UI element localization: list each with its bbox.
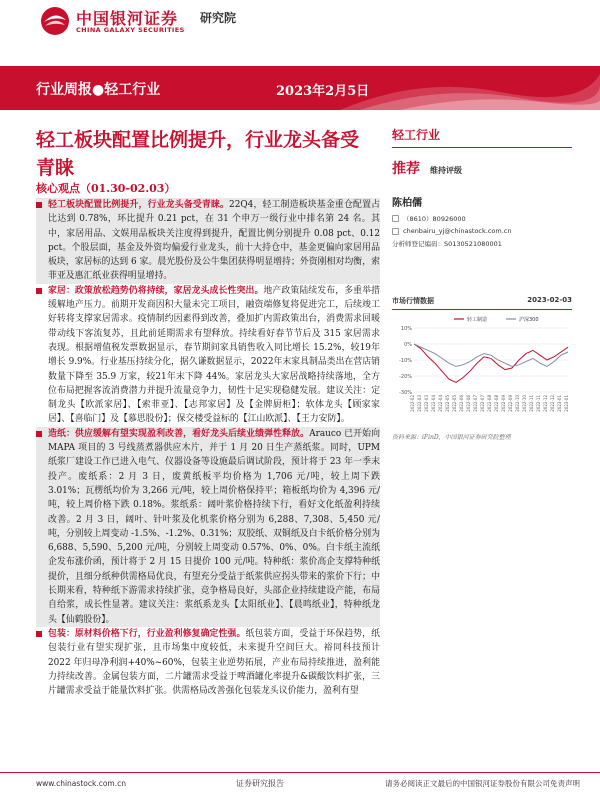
mail-icon [392, 228, 399, 235]
report-banner [0, 66, 600, 110]
paragraph-lead: 包装：原材料价格下行，行业盈利修复确定性强。 [48, 628, 246, 639]
x-tick-label: 2022-11 [529, 395, 534, 412]
legend-label: 轻工制造 [467, 317, 488, 323]
bullet-square-icon [36, 431, 42, 437]
divider [392, 147, 572, 148]
analyst-email[interactable] [392, 227, 511, 235]
y-tick-label: 0% [404, 342, 412, 348]
x-tick-label: 2023-01 [557, 395, 562, 412]
x-tick-label: 2022-04 [431, 395, 436, 412]
x-tick-label: 2022-10 [515, 395, 520, 412]
footer-label: 证券研究报告 [236, 779, 284, 788]
brand-name: 中国银河证券 [76, 9, 179, 28]
divider [392, 309, 572, 310]
market-header [392, 296, 572, 306]
bullet-square-icon [36, 202, 42, 208]
y-tick-label: -30% [399, 390, 412, 396]
paragraph-home [36, 284, 380, 427]
email-text[interactable]: chenbairu_yj@chinastock.com.cn [403, 227, 512, 235]
rating-note: 维持评级 [430, 165, 462, 175]
page-footer [0, 772, 600, 794]
industry-label: 轻工行业 [392, 128, 441, 142]
paragraph-lead: 轻工板块配置比例提升，行业龙头备受青睐。 [48, 200, 230, 210]
x-tick-label: 2022-08 [494, 395, 499, 412]
y-tick-label: -10% [399, 358, 412, 364]
y-tick-label: 10% [400, 326, 412, 332]
footer-disclaimer: 请务必阅读正文最后的中国银河证券股份有限公司免责声明 [385, 779, 580, 788]
chart-source: 资料来源：iFinD，中国银河证券研究院整理 [392, 434, 511, 441]
x-tick-label: 2022-07 [480, 395, 485, 412]
market-title: 市场行情数据 [392, 297, 434, 305]
series-line-2 [414, 344, 568, 366]
x-tick-label: 2022-06 [466, 395, 471, 412]
report-title: 轻工板块配置比例提升，行业龙头备受青睐 [36, 129, 360, 179]
x-tick-label: 2022-03 [424, 395, 429, 412]
report-type: 行业周报●轻工行业 [36, 82, 161, 98]
analyst-cert [392, 239, 502, 248]
galaxy-logo-icon [40, 6, 70, 36]
series-line-1 [414, 344, 568, 382]
bullet-square-icon [36, 288, 42, 294]
core-view-heading: 核心观点（01.30-02.03） [36, 182, 176, 195]
bullet-square-icon [36, 631, 42, 637]
x-tick-label: 2022-06 [459, 395, 464, 412]
report-date: 2023年2月5日 [276, 84, 370, 99]
market-data [392, 296, 572, 441]
market-line-chart [392, 314, 572, 424]
paragraph-text: 22Q4，轻工制造板块基金重仓配置占比达到 0.78%，环比提升 0.21 pct，在 31 个申万一级行业中排名第 24 名。其中，家居用品、文娱用品板块关注度得到提升，配置比例分别提升 0.08 pct、0.12 pct。个股层面，基金及外资均偏爱行业龙头，前十大持仓中，基金更偏向家居用品板块，家居标的达到 6 家。晨光股份及公牛集团获得明显增持；外资刚相对均衡，索菲亚及惠汇纸业获得明显增持。 [48, 200, 380, 282]
rating [392, 158, 572, 178]
x-tick-label: 2022-05 [445, 395, 450, 412]
x-tick-label: 2023-01 [564, 395, 569, 412]
paragraph-lead: 家居：政策放松趋势仍将持续，家居龙头成长性突出。 [48, 285, 264, 296]
analyst-card [392, 194, 572, 266]
x-tick-label: 2022-02 [410, 395, 415, 412]
market-date: 2023-02-03 [527, 296, 572, 304]
body-text [36, 198, 380, 698]
footer-url[interactable]: www.chinastock.com.cn [36, 779, 126, 788]
paragraph-text: 纸包装方面，受益于环保趋势，纸包装行业有望实现扩张，且市场集中度较低，未来提升空间巨大。裕同科技预计 2022 年归母净利润+40%~60%，包装主业逆势拓展，产业布局持续推进，盈利能力持续改善。金属包装方面，二片罐需求受益于啤酒罐化率提升&碳酸饮料扩张，三片罐需求受益于能量饮料扩张。供需格局改善强化包装龙头议价能力，盈利有望 [48, 628, 381, 697]
x-tick-label: 2022-12 [543, 395, 548, 412]
y-tick-label: -20% [399, 374, 412, 380]
x-tick-label: 2022-04 [438, 395, 443, 412]
paragraph-lead: 造纸：供应缓解有望实现盈利改善，看好龙头后续业绩弹性释放。 [48, 428, 310, 439]
x-tick-label: 2022-03 [417, 395, 422, 412]
x-tick-label: 2022-11 [536, 395, 541, 412]
cert-text: 分析师登记编码：S0130521080001 [392, 240, 502, 248]
sidebar [392, 126, 572, 266]
paragraph-packaging [36, 627, 380, 698]
analyst-name: 陈柏儒 [392, 198, 422, 209]
x-tick-label: 2022-12 [550, 395, 555, 412]
legend-label: 沪深300 [519, 317, 539, 323]
paragraph-text: Arauco 已开始向 MAPA 项目的 3 号线蒸煮器供应木片，并于 1 月 20 日生产蒸纸浆。同时，UPM 纸浆厂建设工作已进入电气、仪器设备等设施最后调试阶段，预计将于 23 年一季末投产。废纸系：2 月 3 日，废黄纸板平均价格为 1,706 元/吨，较上周下跌 3.01%；瓦楞纸均价为 3,266 元/吨，较上周价格保持平；箱板纸均价为 4,396 元/吨，较上周价格下跌 0.18%。浆纸系：阔叶浆价格持续下行，看好文化纸盈利持续改善。2 月 3 日，阔叶、针叶浆及化机浆价格分别为 6,288、7,308、5,450 元/吨，分别较上周变动 -1.5%、-1.2%、0.31%；双胶纸、双铜纸及白卡纸价格分别为 6,688、5,590、5,200 元/吨，分别较上周变动 0.57%、0%、0%。白卡纸主流纸企发布涨价函，预计将于 2 月 15 日提价 100 元/吨。特种纸：浆价高企支撑特种纸提价，且细分纸种供需格局优良，有望充分受益于纸浆供应拐头带来的浆价下行；中长期来看，特种纸下游需求持续扩张，竞争格局良好，头部企业持续建设产能，布局自给浆，成长性显著。建议关注：浆纸系龙头【太阳纸业】、【晨鸣纸业】，特种纸龙头【仙鹤股份】。 [48, 428, 381, 625]
rating-value: 推荐 [392, 161, 420, 177]
x-tick-label: 2022-10 [522, 395, 527, 412]
paragraph-paper [36, 427, 380, 627]
x-tick-label: 2022-07 [473, 395, 478, 412]
phone-text: （8610）80926000 [403, 215, 466, 223]
paragraph-light-industry [36, 198, 380, 284]
x-tick-label: 2022-09 [501, 395, 506, 412]
brand-name-en: CHINA GALAXY SECURITIES [76, 26, 185, 34]
analyst-phone [392, 214, 466, 223]
x-tick-label: 2022-05 [452, 395, 457, 412]
institute-label: 研究院 [200, 11, 237, 25]
page-header [0, 0, 600, 40]
paragraph-text: 地产政策陆续发布，多重举措缓解地产压力。前期开发商因积大量未完工项目，融资端修复将促进完工，后续竣工好转将支撑家居需求。疫情制约因素得到改善，叠加扩内需政策出台，消费需求回暖带动线下客流复苏，且此前延期需求有望释放。持续看好春节节后及 315 家居需求表现。根据增值税发票数据显示，春节期间家具销售收入同比增长 15.2%，较19年增长 9.9%。行业基压持续分化，据久谦数据显示，2022年末家具制品类出在营店销数量下降至 35.9 万家，较21年末下降 44%。家居龙头大家居战略持续落地，全方位布局把握客流消费潜力并提升流量竞争力，韧性十足实现稳健发展。建议关注：定制龙头【欧派家居】、【索菲亚】、【志邦家居】及【金牌厨柜】；软体龙头【顾家家居】、【喜临门】及【慕思股份】；保交楼受益标的【江山欧派】、【王力安防】。 [48, 285, 381, 425]
phone-icon [392, 215, 399, 222]
x-tick-label: 2022-09 [508, 395, 513, 412]
banner-decoration [340, 66, 600, 110]
x-tick-label: 2022-08 [487, 395, 492, 412]
